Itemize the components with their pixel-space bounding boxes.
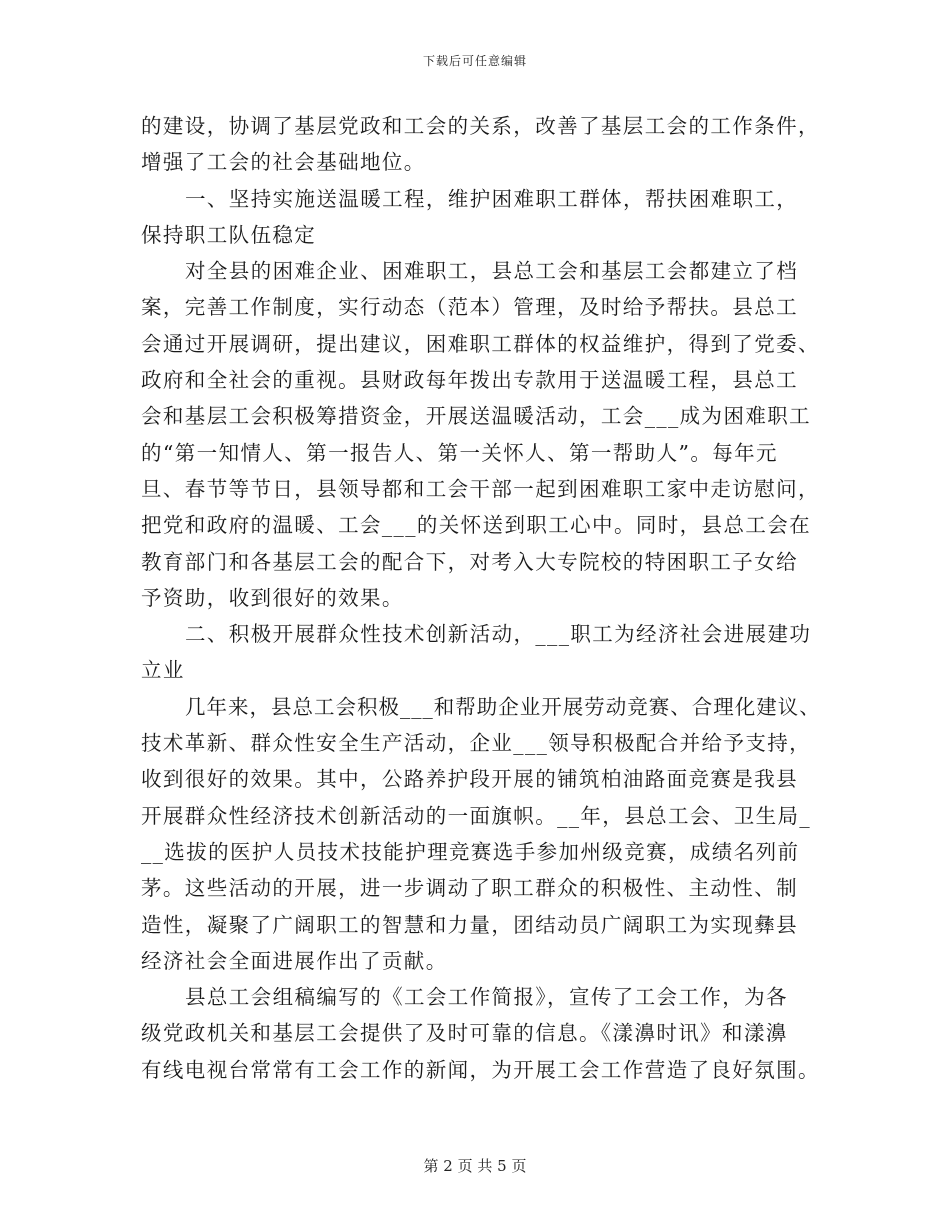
document-body xyxy=(141,108,821,1088)
text-line: __选拔的医护人员技术技能护理竞赛选手参加州级竞赛，成绩名列前 xyxy=(141,839,800,864)
text-line: 造性，凝聚了广阔职工的智慧和力量，团结动员广阔职工为实现彝县 xyxy=(141,912,798,937)
text-line: 开展群众性经济技术创新活动的一面旗帜。__年，县总工会、卫生局_ xyxy=(141,803,812,828)
text-line: 增强了工会的社会基础地位。 xyxy=(141,150,426,175)
text-line: 经济社会全面进展作出了贡献。 xyxy=(141,948,448,973)
text-line: 技术革新、群众性安全生产活动，企业___领导积极配合并给予支持， xyxy=(141,731,812,756)
text-line: 教育部门和各基层工会的配合下，对考入大专院校的特困职工子女给 xyxy=(141,549,798,574)
text-line: 收到很好的效果。其中，公路养护段开展的铺筑柏油路面竞赛是我县 xyxy=(141,767,798,792)
text-line: 的“第一知情人、第一报告人、第一关怀人、第一帮助人”。每年元 xyxy=(141,440,778,465)
text-line: 几年来，县总工会积极___和帮助企业开展劳动竞赛、合理化建议、 xyxy=(185,694,821,719)
page-header: 下载后可任意编辑 xyxy=(422,54,527,68)
text-line: 政府和全社会的重视。县财政每年拨出专款用于送温暖工程，县总工 xyxy=(141,368,798,393)
text-line: 把党和政府的温暖、工会___的关怀送到职工心中。同时，县总工会在 xyxy=(141,513,812,538)
text-line: 予资助，收到很好的效果。 xyxy=(141,585,404,610)
text-line: 案，完善工作制度，实行动态（范本）管理，及时给予帮扶。县总工 xyxy=(141,295,798,320)
text-line: 保持职工队伍稳定 xyxy=(141,222,317,247)
page-number: 第 2 页 共 5 页 xyxy=(423,1157,527,1175)
text-line: 茅。这些活动的开展，进一步调动了职工群众的积极性、主动性、制 xyxy=(141,876,798,901)
text-line: 立业 xyxy=(141,658,185,683)
text-line: 会通过开展调研，提出建议，困难职工群体的权益维护，得到了党委、 xyxy=(141,331,820,356)
text-line: 一、坚持实施送温暖工程，维护困难职工群体，帮扶困难职工， xyxy=(185,186,799,211)
text-line: 旦、春节等节日，县领导都和工会干部一起到困难职工家中走访慰问， xyxy=(141,476,820,501)
text-line: 二、积极开展群众性技术创新活动，___职工为经济社会进展建功 xyxy=(185,622,812,647)
text-line: 级党政机关和基层工会提供了及时可靠的信息。《漾濞时讯》和漾濞 xyxy=(141,1021,788,1046)
text-line: 的建设，协调了基层党政和工会的关系，改善了基层工会的工作条件， xyxy=(141,114,820,138)
text-line: 有线电视台常常有工会工作的新闻，为开展工会工作营造了良好氛围。 xyxy=(141,1057,820,1082)
text-line: 对全县的困难企业、困难职工，县总工会和基层工会都建立了档 xyxy=(185,259,799,284)
text-line: 县总工会组稿编写的《工会工作简报》，宣传了工会工作，为各 xyxy=(185,985,788,1010)
text-line: 会和基层工会积极筹措资金，开展送温暖活动，工会___成为困难职工 xyxy=(141,404,812,429)
